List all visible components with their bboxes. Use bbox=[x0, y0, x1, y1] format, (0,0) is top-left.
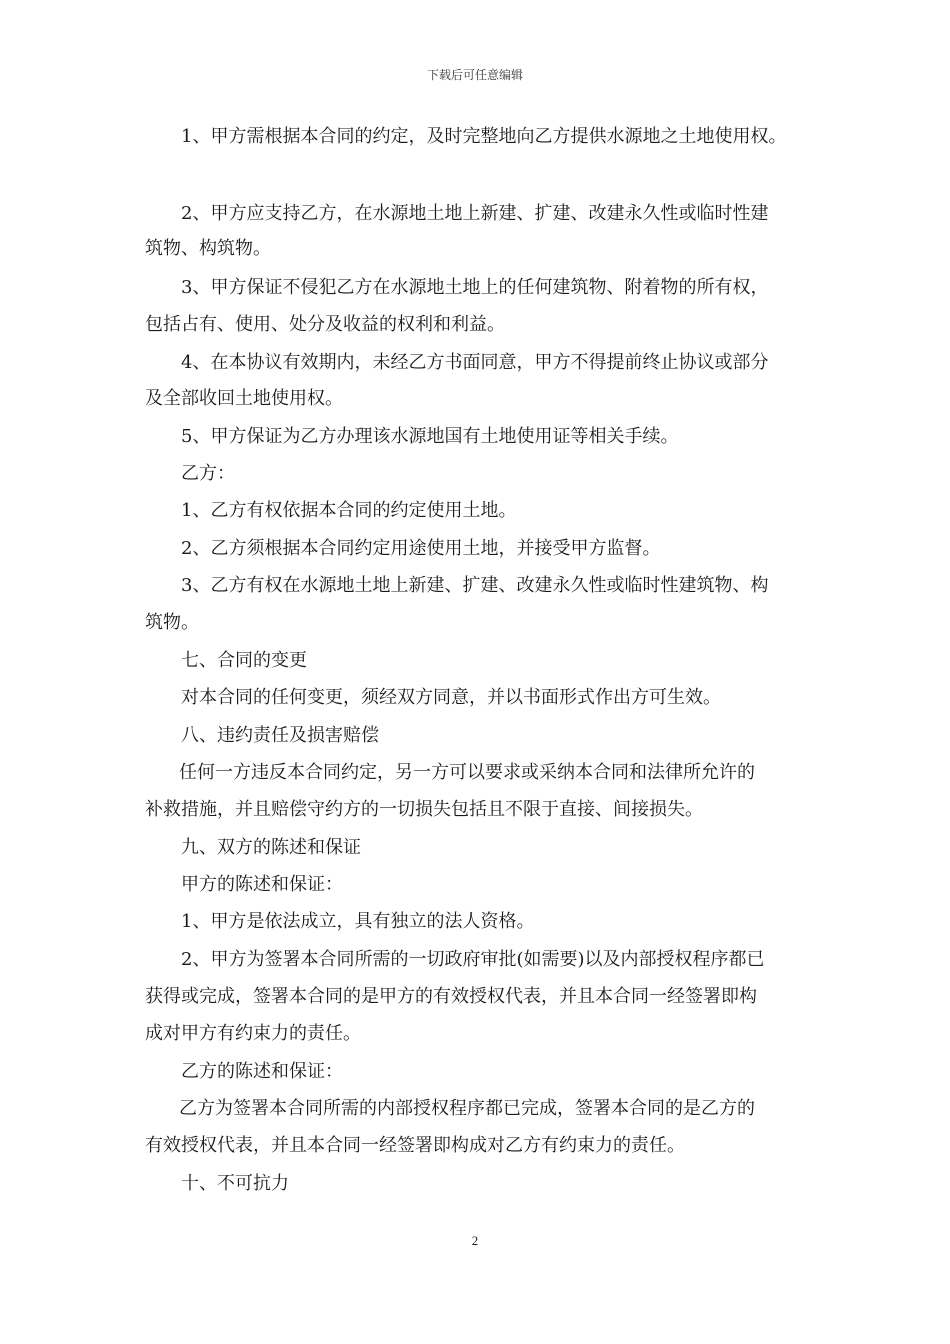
paragraph-line: 5、甲方保证为乙方办理该水源地国有土地使用证等相关手续。 bbox=[181, 426, 679, 447]
paragraph-line: 成对甲方有约束力的责任。 bbox=[145, 1023, 361, 1044]
paragraph-line: 筑物、构筑物。 bbox=[145, 238, 271, 259]
section-heading: 七、合同的变更 bbox=[181, 650, 307, 671]
paragraph-line: 2、甲方应支持乙方，在水源地土地上新建、扩建、改建永久性或临时性建 bbox=[181, 203, 769, 224]
paragraph-line: 3、乙方有权在水源地土地上新建、扩建、改建永久性或临时性建筑物、构 bbox=[181, 575, 769, 596]
paragraph-line: 3、甲方保证不侵犯乙方在水源地土地上的任何建筑物、附着物的所有权， bbox=[181, 277, 769, 298]
paragraph-line: 1、甲方需根据本合同的约定，及时完整地向乙方提供水源地之土地使用权。 bbox=[181, 126, 787, 147]
paragraph-line: 乙方为签署本合同所需的内部授权程序都已完成，签署本合同的是乙方的 bbox=[179, 1098, 755, 1119]
page-header: 下载后可任意编辑 bbox=[426, 68, 523, 82]
section-subheading: 乙方的陈述和保证： bbox=[181, 1061, 343, 1082]
paragraph-line: 补救措施，并且赔偿守约方的一切损失包括且不限于直接、间接损失。 bbox=[145, 799, 703, 820]
paragraph-line: 2、乙方须根据本合同约定用途使用土地，并接受甲方监督。 bbox=[181, 538, 661, 559]
paragraph-line: 包括占有、使用、处分及收益的权利和利益。 bbox=[145, 314, 505, 335]
paragraph-line: 及全部收回土地使用权。 bbox=[145, 388, 343, 409]
section-subheading: 乙方： bbox=[181, 463, 235, 484]
page-number: 2 bbox=[471, 1233, 479, 1248]
paragraph-line: 对本合同的任何变更，须经双方同意，并以书面形式作出方可生效。 bbox=[181, 687, 721, 708]
paragraph-line: 1、甲方是依法成立，具有独立的法人资格。 bbox=[181, 911, 535, 932]
section-heading: 九、双方的陈述和保证 bbox=[181, 837, 361, 858]
paragraph-line: 2、甲方为签署本合同所需的一切政府审批(如需要)以及内部授权程序都已 bbox=[181, 949, 765, 970]
paragraph-line: 有效授权代表，并且本合同一经签署即构成对乙方有约束力的责任。 bbox=[145, 1135, 685, 1156]
section-subheading: 甲方的陈述和保证： bbox=[181, 874, 343, 895]
paragraph-line: 获得或完成，签署本合同的是甲方的有效授权代表，并且本合同一经签署即构 bbox=[145, 986, 757, 1007]
section-heading: 十、不可抗力 bbox=[181, 1173, 289, 1194]
paragraph-line: 1、乙方有权依据本合同的约定使用土地。 bbox=[181, 500, 517, 521]
paragraph-line: 任何一方违反本合同约定，另一方可以要求或采纳本合同和法律所允许的 bbox=[179, 762, 755, 783]
paragraph-line: 筑物。 bbox=[145, 612, 199, 633]
paragraph-line: 4、在本协议有效期内，未经乙方书面同意，甲方不得提前终止协议或部分 bbox=[181, 352, 769, 373]
section-heading: 八、违约责任及损害赔偿 bbox=[181, 725, 379, 746]
